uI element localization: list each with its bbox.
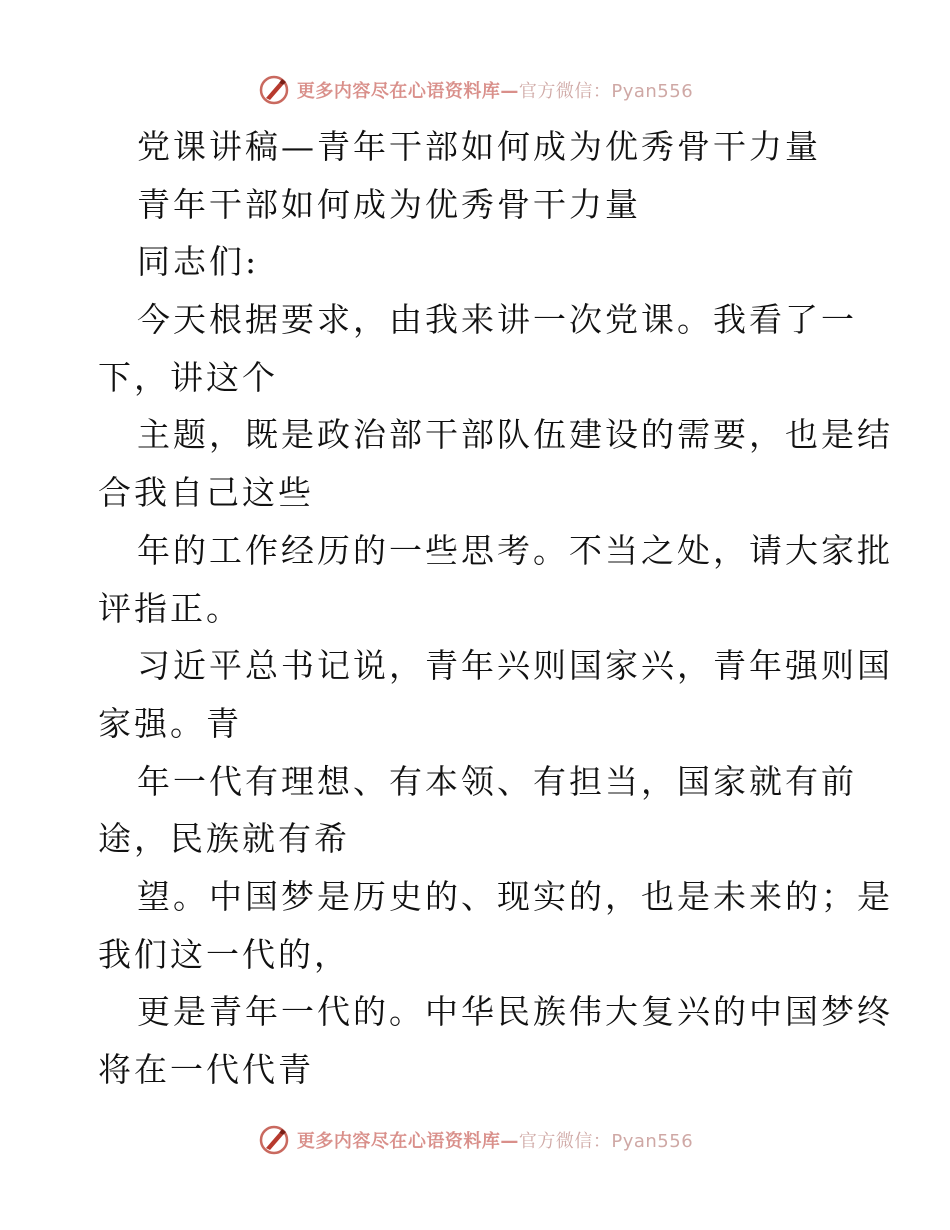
text-line: 年的工作经历的一些思考。不当之处，请大家批 bbox=[137, 530, 893, 570]
document-subtitle: 青年干部如何成为优秀骨干力量 bbox=[137, 184, 641, 224]
footer-watermark-banner bbox=[0, 1120, 950, 1160]
text-line: 途，民族就有希 bbox=[98, 819, 350, 859]
document-title: 党课讲稿—青年干部如何成为优秀骨干力量 bbox=[137, 127, 821, 166]
text-line: 主题，既是政治部干部队伍建设的需要，也是结 bbox=[137, 415, 893, 455]
text-line: 家强。青 bbox=[98, 703, 242, 743]
text-line: 我们这一代的， bbox=[98, 934, 350, 974]
banner-text: 更多内容尽在心语资料库 bbox=[296, 81, 501, 102]
salutation: 同志们: bbox=[137, 242, 260, 282]
text-line: 今天根据要求，由我来讲一次党课。我看了一 bbox=[137, 300, 857, 340]
text-line: 将在一代代青 bbox=[98, 1050, 314, 1089]
header-watermark-banner bbox=[0, 70, 950, 110]
text-line: 更是青年一代的。中华民族伟大复兴的中国梦终 bbox=[137, 992, 893, 1032]
text-line: 合我自己这些 bbox=[98, 473, 314, 513]
banner-separator: — bbox=[500, 81, 519, 102]
banner-separator: — bbox=[500, 1131, 519, 1152]
text-line: 习近平总书记说，青年兴则国家兴，青年强则国 bbox=[137, 646, 893, 686]
banner-wechat: 官方微信：Pyan556 bbox=[518, 81, 694, 102]
pen-circle-logo-icon bbox=[257, 1123, 291, 1157]
pen-circle-logo-icon bbox=[257, 73, 291, 107]
text-line: 评指正。 bbox=[98, 588, 242, 628]
banner-wechat: 官方微信：Pyan556 bbox=[518, 1131, 694, 1152]
text-line: 望。中国梦是历史的、现实的，也是未来的；是 bbox=[137, 876, 893, 916]
banner-text: 更多内容尽在心语资料库 bbox=[296, 1131, 501, 1152]
document-body bbox=[98, 118, 893, 1099]
text-line: 年一代有理想、有本领、有担当，国家就有前 bbox=[137, 761, 857, 801]
text-line: 下，讲这个 bbox=[98, 357, 278, 397]
